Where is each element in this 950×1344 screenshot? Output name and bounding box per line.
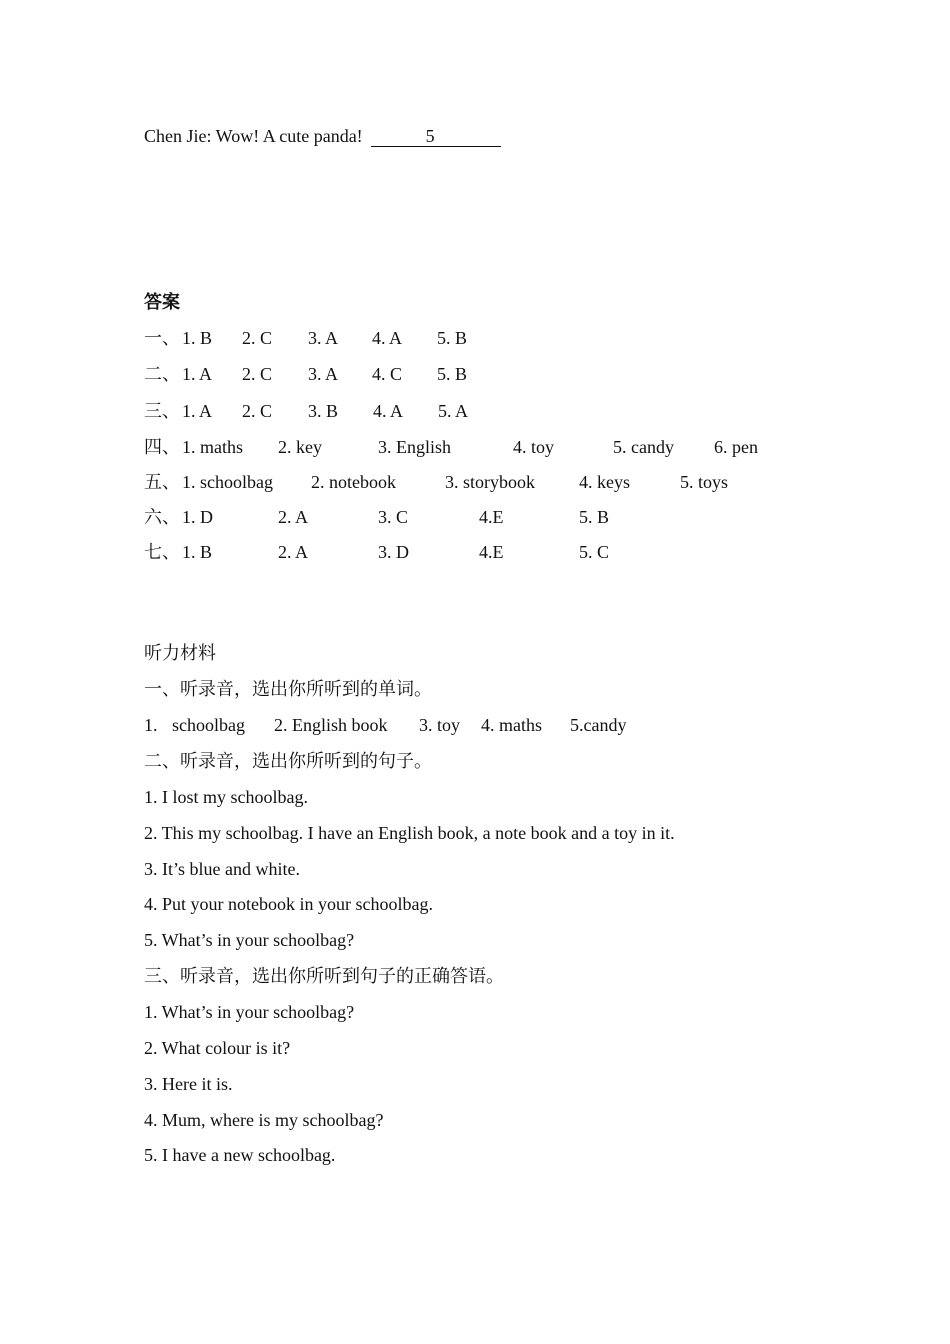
listening-sentence: 2. This my schoolbag. I have an English book, a note book and a toy in it.	[144, 823, 675, 843]
answer-item: 2. key	[278, 437, 322, 457]
listening-question: 3. Here it is.	[144, 1074, 233, 1094]
answer-item: 5. B	[437, 328, 468, 348]
answer-item: 2. A	[278, 507, 309, 527]
listening-question: 2. What colour is it?	[144, 1038, 291, 1058]
word-item: 4. maths	[481, 715, 542, 735]
listening-section-2-title: 二、听录音，选出你所听到的句子。	[144, 751, 432, 771]
word-item: 5.candy	[570, 715, 627, 735]
answer-item: 4. A	[373, 401, 404, 421]
listening-question: 1. What’s in your schoolbag?	[144, 1002, 355, 1022]
answer-row-5	[144, 471, 844, 493]
answers-heading: 答案	[144, 292, 180, 312]
answer-row-prefix: 五、	[144, 472, 180, 492]
answer-item: 4. C	[372, 364, 403, 384]
answer-item: 4. A	[372, 328, 403, 348]
answer-item: 5. candy	[613, 437, 674, 457]
listening-section-3-title: 三、听录音，选出你所听到句子的正确答语。	[144, 966, 504, 986]
listening-question: 4. Mum, where is my schoolbag?	[144, 1110, 384, 1130]
answer-item: 5. B	[579, 507, 610, 527]
dialogue-text: Chen Jie: Wow! A cute panda!	[144, 126, 363, 146]
answer-item: 2. C	[242, 401, 273, 421]
listening-heading: 听力材料	[144, 643, 216, 663]
answer-row-4	[144, 436, 844, 458]
answer-item: 3. C	[378, 507, 409, 527]
answer-item: 1. B	[182, 542, 213, 562]
answer-item: 1. B	[182, 328, 213, 348]
answer-row-prefix: 七、	[144, 542, 180, 562]
answer-item: 3. A	[308, 328, 339, 348]
answer-row-3	[144, 400, 844, 422]
answer-item: 2. A	[278, 542, 309, 562]
answer-row-2	[144, 363, 844, 385]
answer-item: 3. B	[308, 401, 339, 421]
answer-item: 2. C	[242, 364, 273, 384]
answer-row-prefix: 一、	[144, 328, 180, 348]
answer-item: 2. C	[242, 328, 273, 348]
answer-item: 1. A	[182, 401, 213, 421]
answer-row-1	[144, 327, 844, 349]
answer-row-prefix: 三、	[144, 401, 180, 421]
answer-item: 1. schoolbag	[182, 472, 273, 492]
answer-item: 6. pen	[714, 437, 758, 457]
listening-section-1-title: 一、听录音，选出你所听到的单词。	[144, 679, 432, 699]
answer-item: 1. A	[182, 364, 213, 384]
listening-question: 5. I have a new schoolbag.	[144, 1145, 336, 1165]
answer-item: 5. B	[437, 364, 468, 384]
listening-sentence: 5. What’s in your schoolbag?	[144, 930, 355, 950]
answer-blank: 5	[371, 126, 501, 147]
answer-item: 3. D	[378, 542, 409, 562]
answer-item: 5. toys	[680, 472, 729, 492]
word-item: schoolbag	[172, 715, 245, 735]
listening-sentence: 3. It’s blue and white.	[144, 859, 300, 879]
answer-item: 1. D	[182, 507, 213, 527]
answer-item: 4. toy	[513, 437, 555, 457]
dialogue-line	[144, 125, 501, 147]
answer-row-6	[144, 506, 844, 528]
answer-item: 4. keys	[579, 472, 630, 492]
word-item: 2. English book	[274, 715, 388, 735]
listening-section-1-words	[144, 714, 844, 736]
answer-item: 2. notebook	[311, 472, 396, 492]
answer-item: 3. English	[378, 437, 452, 457]
answer-item: 1. maths	[182, 437, 243, 457]
answer-item: 5. C	[579, 542, 610, 562]
answer-item: 3. storybook	[445, 472, 535, 492]
listening-sentence: 4. Put your notebook in your schoolbag.	[144, 894, 433, 914]
listening-sentence: 1. I lost my schoolbag.	[144, 787, 308, 807]
word-item: 3. toy	[419, 715, 461, 735]
answer-item: 3. A	[308, 364, 339, 384]
answer-item: 4.E	[479, 507, 504, 527]
word-item: 1.	[144, 715, 158, 735]
answer-item: 4.E	[479, 542, 504, 562]
answer-row-7	[144, 541, 844, 563]
answer-row-prefix: 二、	[144, 364, 180, 384]
answer-item: 5. A	[438, 401, 469, 421]
answer-row-prefix: 六、	[144, 507, 180, 527]
answer-row-prefix: 四、	[144, 437, 180, 457]
